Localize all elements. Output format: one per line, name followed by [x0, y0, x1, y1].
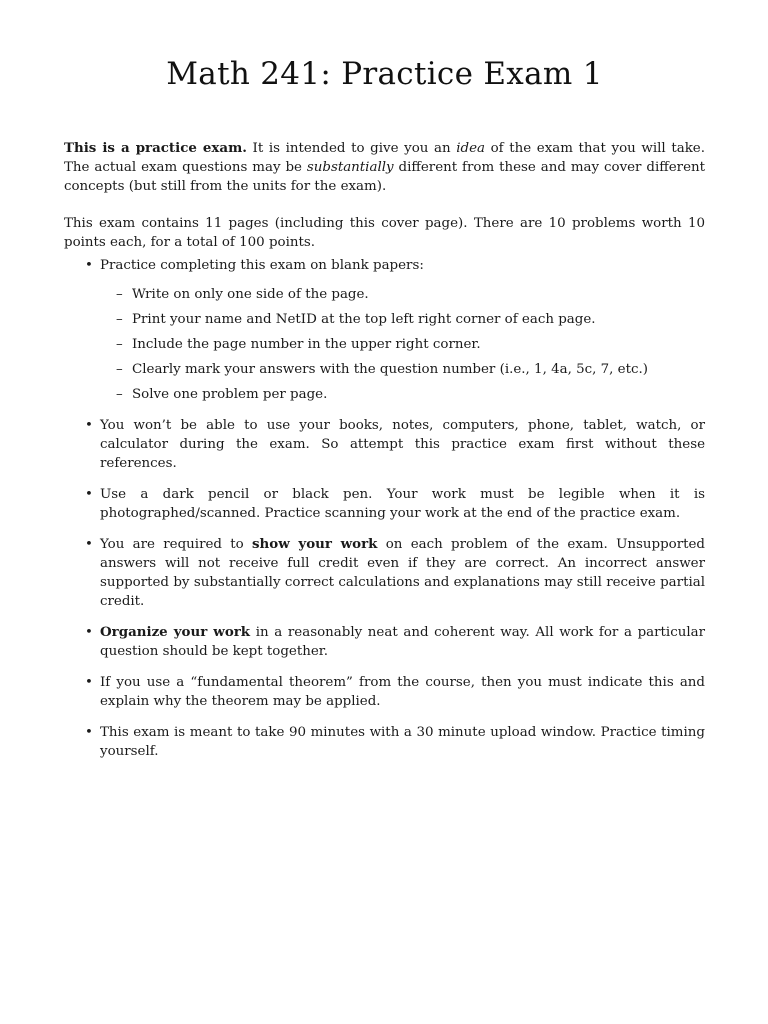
dash-icon: –	[116, 362, 123, 377]
dash-icon: –	[116, 312, 123, 327]
references-text: You won’t be able to use your books, notes, computers, phone, tablet, watch, or calculator during the exam. So attempt this practice exam first without these references.	[100, 418, 705, 471]
sub-item	[100, 360, 705, 379]
intro-text-2: of the exam that you will take. The actual exam questions may be	[64, 141, 705, 176]
bullet-icon: •	[85, 487, 93, 502]
bullet-icon: •	[85, 537, 93, 552]
bullet-icon: •	[85, 418, 93, 433]
intro-paragraph	[64, 139, 705, 196]
intro-substantially: substantially	[306, 160, 394, 176]
practice-sub-list	[100, 285, 705, 404]
bullet-icon: •	[85, 725, 93, 740]
bullet-icon: •	[85, 625, 93, 640]
theorem-text: If you use a “fundamental theorem” from the course, then you must indicate this and explain why the theorem may be applied.	[100, 675, 705, 709]
practice-text: Practice completing this exam on blank papers:	[100, 258, 424, 273]
show-work-post: on each problem of the exam. Unsupported answers will not receive full credit even if they are correct. An incorrect answer supported by substantially correct calculations and explanations may still receive partial credit.	[100, 537, 705, 609]
list-item-references	[64, 416, 705, 473]
sub-item-text: Solve one problem per page.	[132, 387, 328, 402]
list-item-theorem	[64, 673, 705, 711]
sub-item-text: Write on only one side of the page.	[132, 287, 369, 302]
dash-icon: –	[116, 337, 123, 352]
organize-post: in a reasonably neat and coherent way. All work for a particular question should be kept together.	[100, 625, 705, 659]
sub-item-text: Print your name and NetID at the top left right corner of each page.	[132, 312, 596, 327]
intro-text-3: different from these and may cover different concepts (but still from the units for the exam).	[64, 160, 705, 195]
organize-bold: Organize your work	[100, 624, 251, 640]
intro-text-1: It is intended to give you an	[246, 141, 457, 157]
list-item-organize	[64, 623, 705, 661]
sub-item	[100, 335, 705, 354]
instructions-list	[64, 256, 705, 773]
bullet-icon: •	[85, 675, 93, 690]
intro-lead: This is a practice exam.	[64, 140, 247, 157]
page-title: Math 241: Practice Exam 1	[166, 56, 603, 92]
pages-paragraph: This exam contains 11 pages (including this cover page). There are 10 problems worth 10 points each, for a total of 100 points.	[64, 216, 705, 251]
show-work-pre: You are required to	[100, 537, 252, 552]
show-work-bold: show your work	[252, 536, 378, 552]
sub-item	[100, 310, 705, 329]
intro-idea: idea	[456, 141, 485, 157]
sub-item-text: Clearly mark your answers with the question number (i.e., 1, 4a, 5c, 7, etc.)	[132, 362, 648, 377]
sub-item	[100, 385, 705, 404]
timing-text: This exam is meant to take 90 minutes with a 30 minute upload window. Practice timing yourself.	[100, 725, 705, 759]
list-item-timing	[64, 723, 705, 761]
list-item-practice	[64, 256, 705, 404]
list-item-show-work	[64, 535, 705, 611]
sub-item-text: Include the page number in the upper right corner.	[132, 337, 481, 352]
dash-icon: –	[116, 387, 123, 402]
bullet-icon: •	[85, 258, 93, 273]
sub-item	[100, 285, 705, 304]
pencil-text: Use a dark pencil or black pen. Your work must be legible when it is photographed/scanned. Practice scanning your work at the end of the practice exam.	[100, 487, 705, 521]
list-item-pencil	[64, 485, 705, 523]
dash-icon: –	[116, 287, 123, 302]
